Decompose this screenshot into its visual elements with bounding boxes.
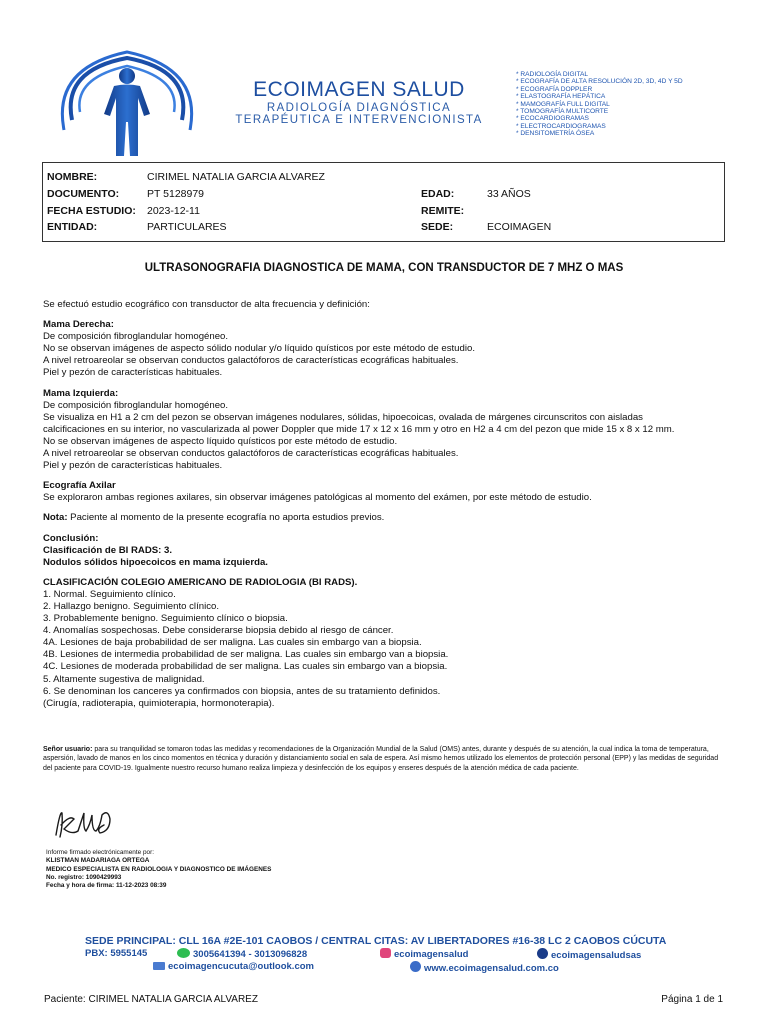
footer-page-number: Página 1 de 1 (661, 994, 723, 1005)
nota-text: Paciente al momento de la presente ecografía no aporta estudios previos. (67, 512, 385, 524)
service-item: * ELASTOGRAFÍA HEPÁTICA (516, 93, 606, 101)
handwritten-signature (52, 805, 118, 843)
service-item: * ECOGRAFÍA DOPPLER (516, 85, 593, 93)
conclusion-line: Nodulos sólidos hipoecoicos en mama izquierda. (43, 556, 268, 568)
facebook-text: ecoimagensaludsas (551, 950, 642, 961)
left-breast-heading: Mama Izquierda: (43, 387, 119, 399)
patient-info-box (42, 162, 725, 242)
birads-item: 4C. Lesiones de moderada probabilidad de ser maligna. Las cuales sin embargo van a biopsia. (43, 661, 448, 673)
contact-row-1 (85, 948, 685, 961)
right-breast-line: No se observan imágenes de aspecto sólido nodular y/o líquido quísticos por este método de estudio. (43, 343, 475, 355)
human-figure-logo-icon (52, 50, 202, 158)
globe-icon (410, 961, 421, 972)
left-breast-line: calcificaciones en su interior, no vascularizada al power Doppler que mide 17 x 12 x 16 mm y otro en H2 a 4 cm del pezon que mide 15 x 8 x 12 mm. (43, 423, 675, 435)
services-list (516, 71, 683, 138)
birads-item: 4. Anomalías sospechosas. Debe considerarse biopsia debido al riesgo de cáncer. (43, 625, 394, 637)
notice-text: para su tranquilidad se tomaron todas las medidas y recomendaciones de la Organización Mundial de la Salud (OMS) antes, durante y después de su atención, la cual indica la toma de temperatura, aspersión, lavado de manos en los cinco momentos en técnica y duración y distanciamiento social en sala de espera. Así mismo hemos utilizado los elementos de protección personal (EPP) y las medidas de seguridad del paciente para COVID-19. Igualmente nuestro recurso humano realiza limpieza y desinfección de los equipos y enseres después de la atención médica de cada paciente. (43, 746, 719, 772)
left-breast-line: No se observan imágenes de aspecto líquido quísticos por este método de estudio. (43, 435, 398, 447)
service-item: * ELECTROCARDIOGRAMAS (516, 122, 606, 130)
brand-name: ECOIMAGEN SALUD (253, 78, 465, 101)
signed-text: Informe firmado electrónicamente por: (46, 849, 154, 856)
conclusion-line: Clasificación de BI RADS: 3. (43, 544, 173, 556)
signer-block (46, 849, 271, 890)
birads-heading: CLASIFICACIÓN COLEGIO AMERICANO DE RADIOLOGIA (BI RADS). (43, 576, 358, 588)
whatsapp-item (177, 948, 307, 962)
email-item (153, 961, 314, 974)
left-breast-line: De composición fibroglandular homogéneo. (43, 399, 229, 411)
right-breast-line: De composición fibroglandular homogéneo. (43, 331, 229, 343)
nombre-value: CIRIMEL NATALIA GARCIA ALVAREZ (147, 171, 325, 183)
right-breast-line: Piel y pezón de características habituales. (43, 367, 223, 379)
sede-label: SEDE: (421, 221, 454, 233)
birads-item: 5. Altamente sugestiva de malignidad. (43, 673, 205, 685)
right-breast-line: A nivel retroareolar se observan conductos galactóforos de características ecográficas habituales. (43, 355, 459, 367)
edad-value: 33 AÑOS (487, 188, 531, 200)
entidad-label: ENTIDAD: (47, 221, 98, 233)
birads-item: (Cirugía, radioterapia, quimioterapia, hormonoterapia). (43, 697, 275, 709)
service-item: * DENSITOMETRÍA ÓSEA (516, 130, 595, 138)
fecha-estudio-value: 2023-12-11 (147, 205, 200, 217)
instagram-text: ecoimagensalud (394, 949, 469, 960)
report-title: ULTRASONOGRAFIA DIAGNOSTICA DE MAMA, CON TRANSDUCTOR DE 7 MHZ O MAS (144, 262, 624, 274)
address-line: SEDE PRINCIPAL: CLL 16A #2E-101 CAOBOS / CENTRAL CITAS: AV LIBERTADORES #16-38 LC 2 CAOBOS CÚCUTA (85, 935, 667, 947)
contact-row-2 (85, 961, 685, 974)
axilar-text: Se exploraron ambas regiones axilares, sin observar imágenes patológicas al momento del exámen, por este método de estudio. (43, 492, 592, 504)
doctor-specialty: MEDICO ESPECIALISTA EN RADIOLOGIA Y DIAGNOSTICO DE IMÁGENES (46, 865, 272, 873)
service-item: * ECOGRAFÍA DE ALTA RESOLUCIÓN 2D, 3D, 4D Y 5D (516, 78, 683, 86)
sede-value: ECOIMAGEN (487, 221, 552, 233)
documento-label: DOCUMENTO: (47, 188, 120, 200)
edad-label: EDAD: (421, 188, 455, 200)
left-breast-line: Piel y pezón de características habituales. (43, 460, 223, 472)
service-item: * RADIOLOGÍA DIGITAL (516, 71, 589, 78)
service-item: * ECOCARDIOGRAMAS (516, 115, 589, 123)
entidad-value: PARTICULARES (147, 221, 227, 233)
registry-number: No. registro: 1090429993 (46, 873, 122, 881)
nota-label: Nota: (43, 512, 68, 524)
brand-subtitle-1: RADIOLOGÍA DIAGNÓSTICA (266, 102, 452, 114)
documento-value: PT 5128979 (147, 188, 205, 200)
service-item: * TOMOGRAFÍA MULTICORTE (516, 108, 609, 116)
intro-text: Se efectuó estudio ecográfico con transductor de alta frecuencia y definición: (43, 299, 370, 310)
birads-item: 2. Hallazgo benigno. Seguimiento clínico. (43, 600, 219, 612)
website-item (410, 961, 559, 976)
axilar-heading: Ecografía Axilar (43, 480, 116, 492)
service-item: * MAMOGRAFÍA FULL DIGITAL (516, 100, 610, 108)
signature-date: Fecha y hora de firma: 11-12-2023 08:39 (46, 882, 167, 890)
footer-patient: Paciente: CIRIMEL NATALIA GARCIA ALVAREZ (44, 994, 258, 1005)
whatsapp-icon (177, 948, 190, 958)
contact-block (85, 935, 685, 973)
remite-label: REMITE: (421, 205, 465, 217)
left-breast-line: A nivel retroareolar se observan conductos galactóforos de características ecográficas habituales. (43, 448, 459, 460)
pbx-text: PBX: 5955145 (85, 948, 148, 959)
nombre-label: NOMBRE: (47, 171, 98, 183)
birads-item: 4A. Lesiones de baja probabilidad de ser maligna. Las cuales sin embargo van a biopsia. (43, 637, 422, 649)
birads-item: 4B. Lesiones de intermedia probabilidad de ser maligna. Las cuales sin embargo van a biopsia. (43, 649, 449, 661)
brand-subtitle-2: TERAPÉUTICA E INTERVENCIONISTA (235, 114, 483, 126)
facebook-icon (537, 948, 548, 959)
notice-label: Señor usuario: (43, 746, 93, 753)
birads-item: 6. Se denominan los canceres ya confirmados con biopsia, antes de su tratamiento definidos. (43, 685, 441, 697)
mail-icon (153, 962, 165, 970)
report-body (43, 299, 733, 710)
nota-paragraph (43, 512, 733, 524)
website-text: www.ecoimagensalud.com.co (424, 962, 559, 974)
birads-item: 1. Normal. Seguimiento clínico. (43, 588, 176, 600)
whatsapp-text: 3005641394 - 3013096828 (193, 949, 308, 960)
covid-notice (43, 745, 727, 773)
fecha-estudio-label: FECHA ESTUDIO: (47, 205, 136, 217)
conclusion-heading: Conclusión: (43, 532, 99, 544)
brand-block (228, 78, 490, 126)
email-text: ecoimagencucuta@outlook.com (168, 960, 314, 972)
instagram-icon (380, 948, 391, 958)
instagram-item (380, 948, 468, 962)
birads-item: 3. Probablemente benigno. Seguimiento clínico o biopsia. (43, 613, 288, 625)
left-breast-line: Se visualiza en H1 a 2 cm del pezon se observan imágenes nodulares, sólidas, hipoecoicas, ovalada de márgenes circunscritos con aisladas (43, 411, 643, 423)
right-breast-heading: Mama Derecha: (43, 319, 114, 331)
doctor-name: KLISTMAN MADARIAGA ORTEGA (46, 857, 150, 865)
